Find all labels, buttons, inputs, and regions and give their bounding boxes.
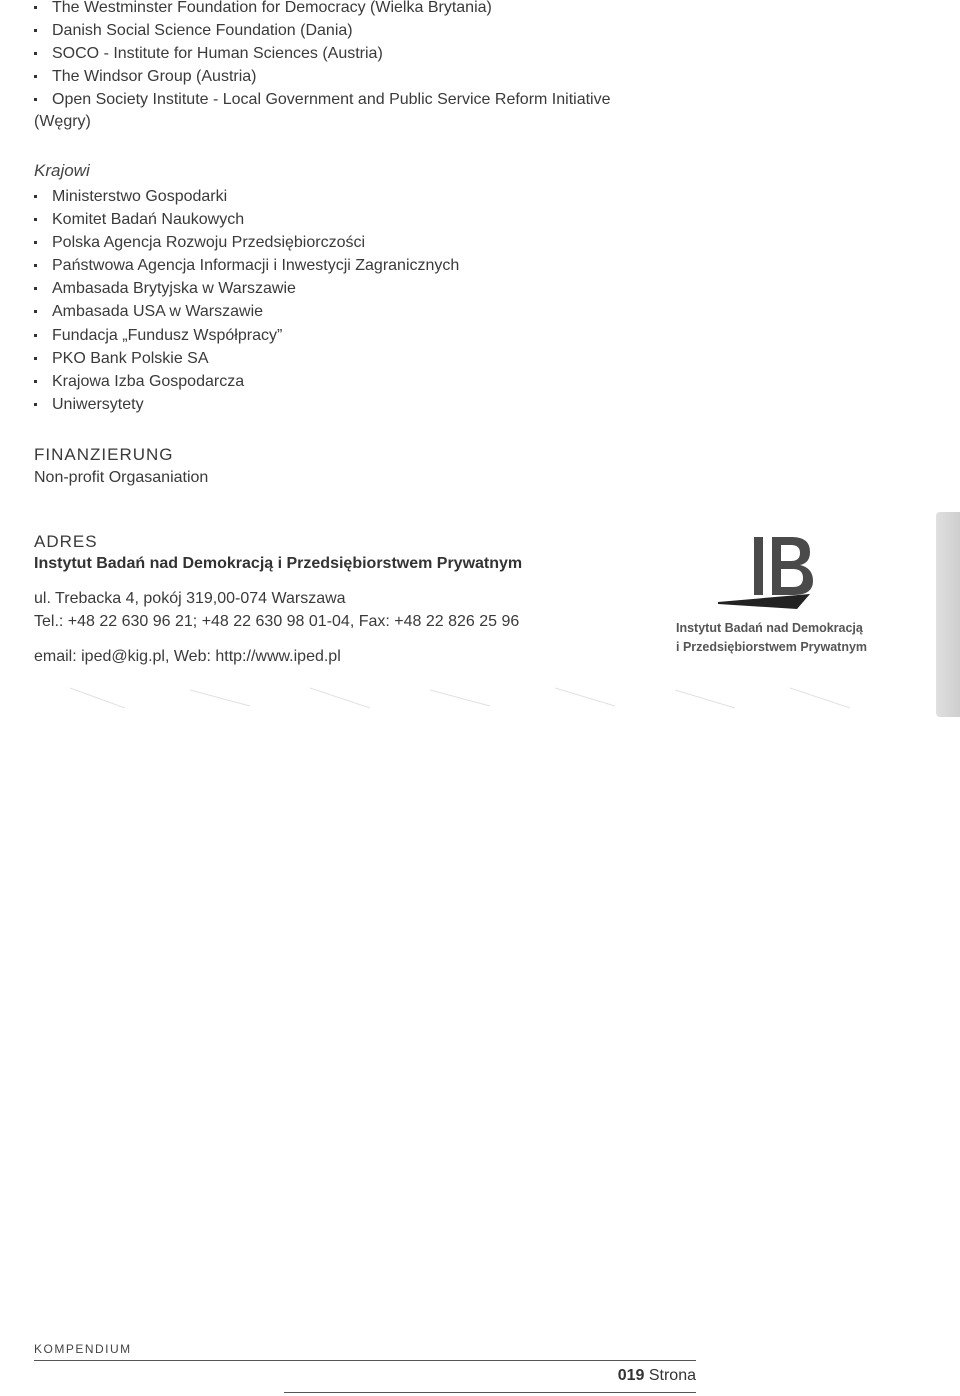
page-number xyxy=(618,1367,696,1385)
address-heading: ADRES xyxy=(34,532,98,551)
list-item: Państwowa Agencja Informacji i Inwestycji Zagranicznych xyxy=(34,254,459,277)
page-edge-tab xyxy=(936,512,960,717)
page-number-value: 019 xyxy=(617,1367,645,1384)
logo-letter-b xyxy=(772,537,813,595)
domestic-partners-list xyxy=(34,185,459,416)
logo-bar-i xyxy=(754,537,763,595)
domestic-heading: Krajowi xyxy=(34,161,90,180)
list-item: SOCO - Institute for Human Sciences (Austria) xyxy=(34,42,610,65)
list-item: Krajowa Izba Gospodarcza xyxy=(34,370,459,393)
list-item: Uniwersytety xyxy=(34,393,459,416)
financing-text: Non-profit Orgasaniation xyxy=(34,469,209,486)
street-address: ul. Trebacka 4, pokój 319,00-074 Warszawa xyxy=(34,590,346,607)
list-item: Komitet Badań Naukowych xyxy=(34,208,459,231)
foreign-partners-list xyxy=(34,0,610,111)
logo-swoosh xyxy=(718,594,810,609)
list-item: Open Society Institute - Local Government and Public Service Reform Initiative xyxy=(34,88,610,111)
logo-caption-line2: i Przedsiębiorstwem Prywatnym xyxy=(676,640,868,654)
list-item: The Westminster Foundation for Democracy (Wielka Brytania) xyxy=(34,0,610,19)
list-item: Fundacja „Fundusz Współpracy” xyxy=(34,324,459,347)
decorative-strip xyxy=(0,684,930,714)
list-item: PKO Bank Polskie SA xyxy=(34,347,459,370)
email-web: email: iped@kig.pl, Web: http://www.iped.pl xyxy=(34,648,341,665)
phone-fax: Tel.: +48 22 630 96 21; +48 22 630 98 01-04, Fax: +48 22 826 25 96 xyxy=(34,613,520,630)
financing-heading: FINANZIERUNG xyxy=(34,445,174,464)
list-item-continuation: (Węgry) xyxy=(34,113,91,130)
list-item: Ministerstwo Gospodarki xyxy=(34,185,459,208)
footer-label: KOMPENDIUM xyxy=(34,1342,132,1356)
list-item: The Windsor Group (Austria) xyxy=(34,65,610,88)
page-word: Strona xyxy=(648,1367,696,1384)
list-item: Ambasada USA w Warszawie xyxy=(34,300,459,323)
list-item: Polska Agencja Rozwoju Przedsiębiorczości xyxy=(34,231,459,254)
organization-name: Instytut Badań nad Demokracją i Przedsiębiorstwem Prywatnym xyxy=(34,555,523,572)
list-item: Danish Social Science Foundation (Dania) xyxy=(34,19,610,42)
footer-divider xyxy=(34,1360,696,1361)
list-item: Ambasada Brytyjska w Warszawie xyxy=(34,277,459,300)
footer-bottom-divider xyxy=(284,1392,696,1393)
logo-caption-line1: Instytut Badań nad Demokracją xyxy=(676,621,863,635)
